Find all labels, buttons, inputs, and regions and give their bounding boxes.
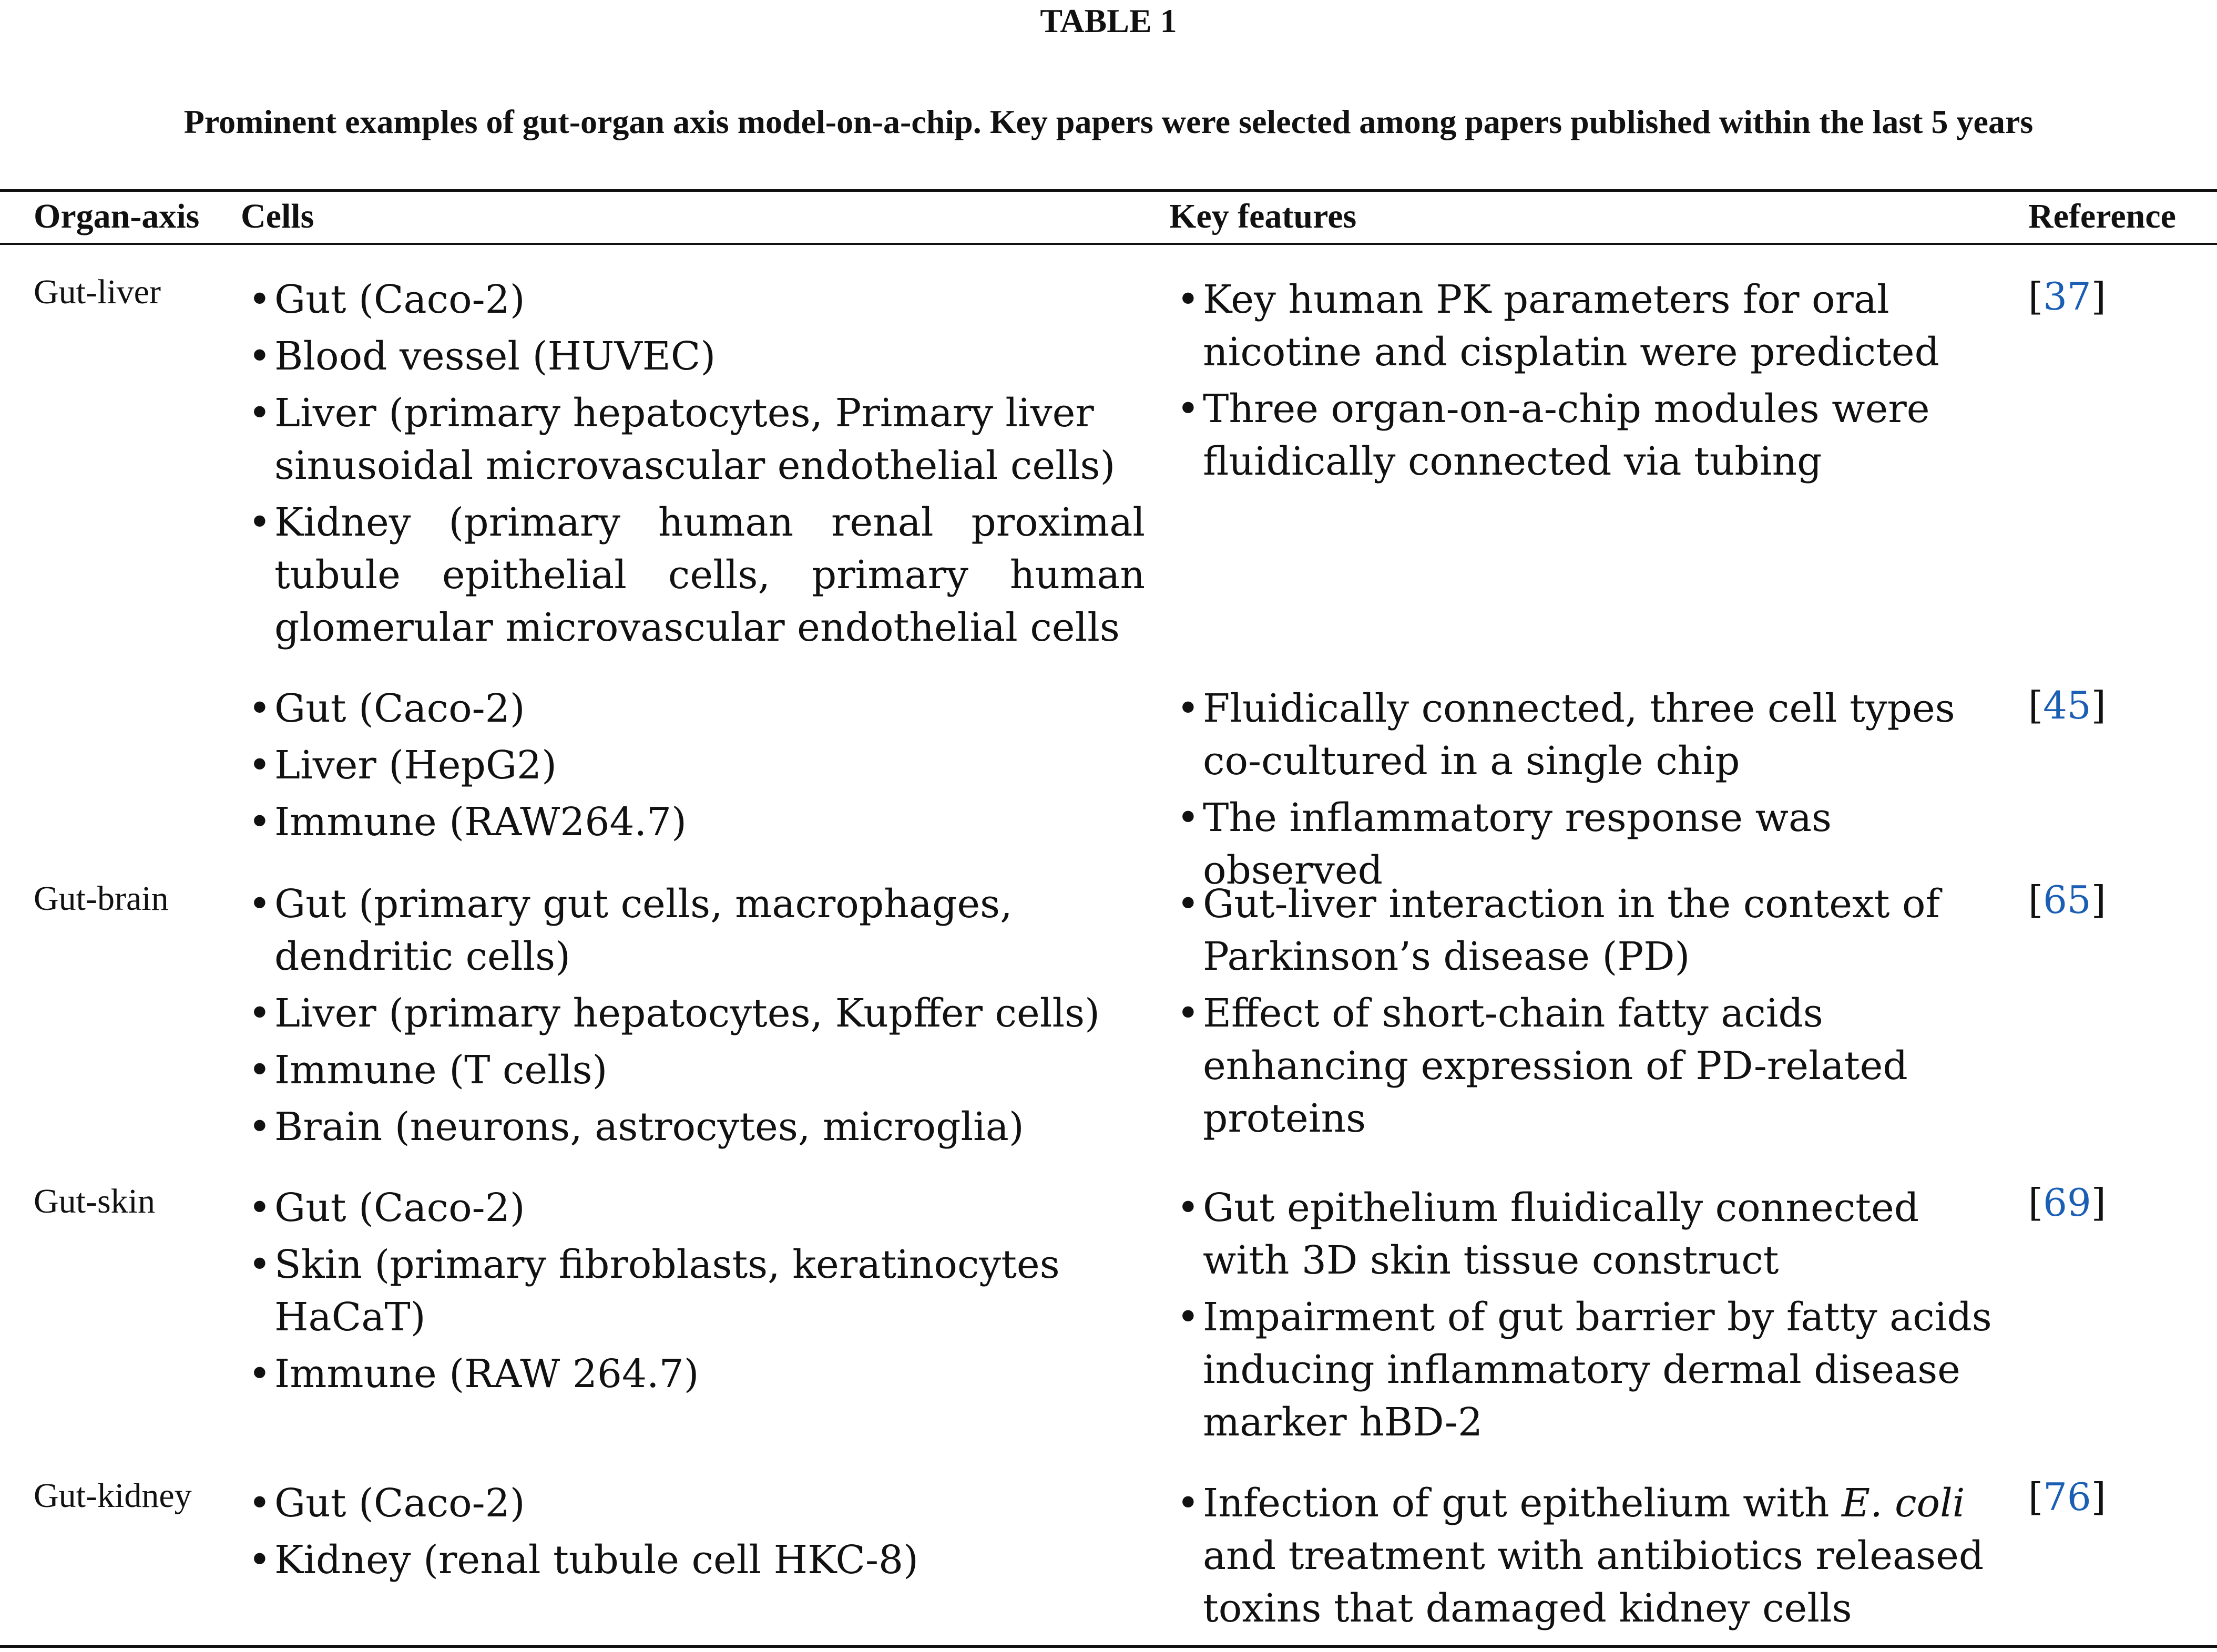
reference-37[interactable]: [37]	[2028, 274, 2106, 319]
column-header-organ-axis: Organ-axis	[34, 197, 200, 235]
header-rule	[0, 243, 2217, 245]
list-item: • Immune (RAW264.7)	[241, 796, 1145, 848]
bullet-icon: •	[1177, 1481, 1200, 1526]
bullet-icon: •	[248, 743, 271, 788]
bullet-icon: •	[248, 1481, 271, 1526]
reference-link[interactable]: 45	[2043, 683, 2091, 727]
list-item: • Liver (primary hepatocytes, Kupffer cells)	[241, 987, 1145, 1040]
list-item: • Impairment of gut barrier by fatty acids inducing inflammatory dermal disease marker hBD-2	[1169, 1291, 2010, 1449]
bullet-icon: •	[1177, 795, 1200, 840]
reference-76[interactable]: [76]	[2028, 1475, 2106, 1519]
list-item: • Gut (Caco-2)	[241, 273, 1145, 326]
column-header-cells: Cells	[241, 197, 314, 235]
organ-axis-gut-kidney: Gut-kidney	[34, 1476, 192, 1515]
reference-link[interactable]: 76	[2043, 1475, 2091, 1519]
table-caption: Prominent examples of gut-organ axis model-on-a-chip. Key papers were selected among papers published within the last 5 years	[183, 103, 2034, 140]
organ-axis-gut-liver: Gut-liver	[34, 273, 161, 311]
reference-link[interactable]: 37	[2043, 274, 2091, 319]
bullet-icon: •	[248, 881, 271, 927]
organ-axis-gut-brain: Gut-brain	[34, 879, 169, 918]
bullet-icon: •	[1177, 991, 1200, 1036]
list-item: • Kidney (primary human renal proximal tubule epithelial cells, primary human glomerular microvascular endothelial cells	[241, 496, 1145, 654]
cells-list	[241, 1182, 1145, 1404]
column-header-reference: Reference	[2028, 197, 2176, 235]
reference-45[interactable]: [45]	[2028, 683, 2106, 727]
reference-69[interactable]: [69]	[2028, 1181, 2106, 1225]
bullet-icon: •	[248, 1242, 271, 1287]
reference-link[interactable]: 65	[2043, 878, 2091, 922]
reference-link[interactable]: 69	[2043, 1181, 2091, 1225]
organ-axis-gut-skin: Gut-skin	[34, 1182, 155, 1220]
bullet-icon: •	[248, 391, 271, 436]
list-item: • Three organ-on-a-chip modules were fluidically connected via tubing	[1169, 383, 2010, 488]
list-item: • Effect of short-chain fatty acids enhancing expression of PD-related proteins	[1169, 987, 2010, 1145]
list-item: • Gut (primary gut cells, macrophages, dendritic cells)	[241, 878, 1145, 983]
list-item: • Kidney (renal tubule cell HKC-8)	[241, 1534, 1145, 1586]
list-item: • Immune (RAW 264.7)	[241, 1348, 1145, 1400]
reference-65[interactable]: [65]	[2028, 878, 2106, 922]
cells-list	[241, 1477, 1145, 1591]
list-item: • Blood vessel (HUVEC)	[241, 330, 1145, 383]
bullet-icon: •	[248, 799, 271, 845]
column-header-key-features: Key features	[1169, 197, 1357, 235]
features-list	[1169, 1182, 2010, 1453]
bullet-icon: •	[1177, 1295, 1200, 1340]
features-list	[1169, 1477, 2010, 1639]
bullet-icon: •	[1177, 881, 1200, 927]
list-item: • Fluidically connected, three cell types co-cultured in a single chip	[1169, 682, 2010, 787]
features-list	[1169, 878, 2010, 1149]
bullet-icon: •	[248, 1351, 271, 1397]
bullet-icon: •	[248, 334, 271, 379]
bullet-icon: •	[248, 277, 271, 322]
list-item: • The inflammatory response was observed	[1169, 792, 2010, 897]
bullet-icon: •	[1177, 1185, 1200, 1230]
list-item: • Skin (primary fibroblasts, keratinocytes HaCaT)	[241, 1238, 1145, 1343]
species-name: E. coli	[1842, 1481, 1965, 1526]
cells-list	[241, 682, 1145, 853]
bullet-icon: •	[248, 991, 271, 1036]
list-item: • Gut-liver interaction in the context of Parkinson’s disease (PD)	[1169, 878, 2010, 983]
list-item: • Immune (T cells)	[241, 1044, 1145, 1096]
bullet-icon: •	[248, 1537, 271, 1583]
list-item: • Liver (HepG2)	[241, 739, 1145, 792]
list-item: • Key human PK parameters for oral nicotine and cisplatin were predicted	[1169, 273, 2010, 378]
features-list	[1169, 682, 2010, 901]
list-item: • Gut (Caco-2)	[241, 1477, 1145, 1530]
bullet-icon: •	[248, 1185, 271, 1230]
list-item: • Liver (primary hepatocytes, Primary liver sinusoidal microvascular endothelial cells)	[241, 387, 1145, 492]
cells-list	[241, 878, 1145, 1157]
bullet-icon: •	[248, 686, 271, 731]
bullet-icon: •	[1177, 386, 1200, 432]
list-item: • Gut (Caco-2)	[241, 682, 1145, 735]
top-rule	[0, 189, 2217, 192]
bullet-icon: •	[1177, 686, 1200, 731]
features-list	[1169, 273, 2010, 492]
cells-list	[241, 273, 1145, 658]
bullet-icon: •	[1177, 277, 1200, 322]
bullet-icon: •	[248, 500, 271, 545]
bullet-icon: •	[248, 1104, 271, 1150]
bottom-rule	[0, 1645, 2217, 1648]
list-item: • Gut (Caco-2)	[241, 1182, 1145, 1234]
list-item: • Brain (neurons, astrocytes, microglia)	[241, 1101, 1145, 1153]
list-item: • Gut epithelium fluidically connected with 3D skin tissue construct	[1169, 1182, 2010, 1287]
list-item: • Infection of gut epithelium with E. coli and treatment with antibiotics released toxins that damaged kidney cells	[1169, 1477, 2010, 1635]
bullet-icon: •	[248, 1048, 271, 1093]
table-label: TABLE 1	[1040, 2, 1177, 39]
